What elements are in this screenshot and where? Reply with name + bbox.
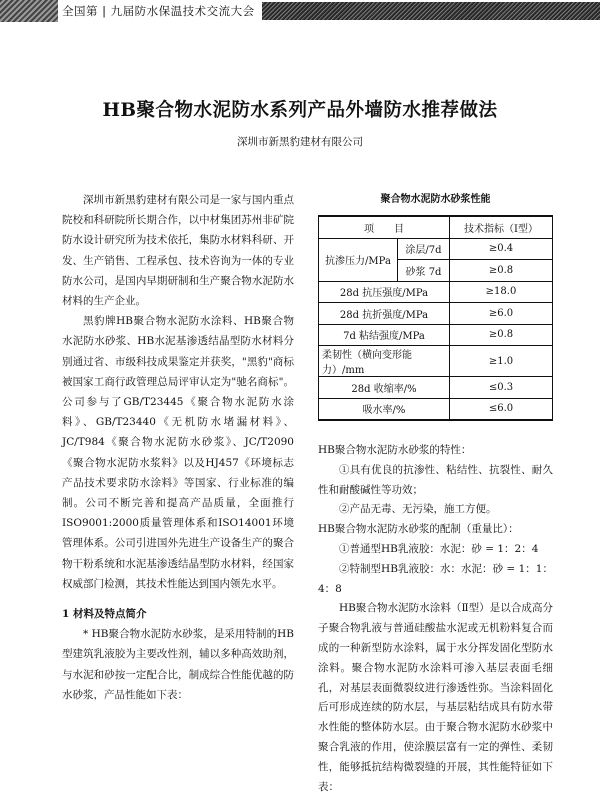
table-value: ≥0.8 bbox=[450, 260, 553, 282]
table-value: ≥6.0 bbox=[450, 303, 553, 325]
mix-ratio-item: ①普通型HB乳液胶：水泥：砂 = 1：2：4 bbox=[339, 542, 539, 555]
table-row bbox=[319, 303, 553, 325]
characteristics-heading: HB聚合物水泥防水砂浆的特性： bbox=[318, 444, 472, 456]
table-header-item: 项 目 bbox=[319, 216, 450, 238]
table-item: 7d 粘结强度/MPa bbox=[319, 324, 450, 346]
table-value: ≤0.3 bbox=[450, 377, 553, 399]
table-row bbox=[319, 238, 553, 260]
table-value: ≥18.0 bbox=[450, 281, 553, 303]
characteristic-item: ②产品无毒、无污染，施工方便。 bbox=[339, 503, 497, 516]
table-item: 28d 抗折强度/MPa bbox=[319, 303, 450, 325]
header-left-texture bbox=[0, 0, 58, 22]
table-value: ≥1.0 bbox=[450, 346, 553, 377]
table-item: 28d 抗压强度/MPa bbox=[319, 281, 450, 303]
coating-paragraph: HB聚合物水泥防水涂料（Ⅱ型）是以合成高分子聚合物乳液与普通硅酸盐水泥或无机粉料复合而成的一种新型防水涂料，属于水分挥发固化型防水涂料。聚合物水泥防水涂料可渗入基层表面毛细孔，对基层表面微裂纹进行渗透性弥。当涂料固化后可形成连续的防水层，与基层粘结成具有防水带水性能的整体防水层。由于聚合物水泥防水砂浆中聚合乳液的作用，使涂膜层富有一定的弹性、柔韧性，能够抵抗结构微裂缝的开展，其性能特征如下表： bbox=[318, 602, 553, 793]
article-author: 深圳市新黑豹建材有限公司 bbox=[237, 136, 363, 148]
table-title: 聚合物水泥防水砂浆性能 bbox=[380, 194, 491, 205]
table-sub-item: 砂浆 7d bbox=[398, 260, 450, 282]
table-value: ≥0.8 bbox=[450, 324, 553, 346]
left-column bbox=[62, 190, 294, 705]
table-header-spec: 技术指标（Ⅰ型） bbox=[450, 216, 553, 238]
table-row bbox=[319, 281, 553, 303]
header-right-texture bbox=[262, 2, 600, 20]
table-row bbox=[319, 377, 553, 399]
table-value: ≥0.4 bbox=[450, 238, 553, 260]
characteristic-item: ①具有优良的抗渗性、粘结性、抗裂性、耐久性和耐酸碱性等功效； bbox=[318, 463, 553, 496]
table-row bbox=[319, 346, 553, 377]
right-text-block bbox=[318, 441, 553, 797]
table-sub-item: 涂层/7d bbox=[398, 238, 450, 260]
table-item: 柔韧性（横向变形能力）/mm bbox=[319, 346, 450, 377]
properties-table bbox=[318, 215, 553, 421]
right-column bbox=[318, 190, 553, 797]
intro-paragraph: 深圳市新黑豹建材有限公司是一家与国内重点院校和科研院所长期合作，以中材集团苏州非矿院防水设计研究所为技术依托，集防水材料科研、开发、生产销售、工程承包、技术咨询为一体的专业防水公司，是国内早期研制和生产聚合物水泥防水材料的生产企业。 bbox=[62, 194, 294, 308]
table-value: ≤6.0 bbox=[450, 398, 553, 420]
table-item: 28d 收缩率/% bbox=[319, 377, 450, 399]
page-header bbox=[0, 0, 600, 22]
table-item: 吸水率/% bbox=[319, 398, 450, 420]
table-group-label: 抗渗压力/MPa bbox=[319, 238, 398, 281]
header-text: 全国第 | 九届防水保温技术交流大会 bbox=[62, 4, 255, 18]
mix-ratio-heading: HB聚合物水泥防水砂浆的配制（重量比）： bbox=[318, 523, 519, 536]
table-row bbox=[319, 324, 553, 346]
article-title: HB聚合物水泥防水系列产品外墙防水推荐做法 bbox=[102, 100, 498, 121]
product-paragraph: 黑豹牌HB聚合物水泥防水涂料、HB聚合物水泥防水砂浆、HB水泥基渗透结晶型防水材料分别通过省、市级科技成果鉴定并获奖，"黑豹"商标被国家工商行政管理总局评审认定为"驰名商标"。公司参与了GB/T23445《聚合物水泥防水涂料》、GB/T23440《无机防水堵漏材料》、JC/T984《聚合物水泥防水砂浆》、JC/T2090《聚合物水泥防水浆料》以及HJ457《环境标志产品技术要求防水涂料》等国家、行业标准的编制。公司不断完善和提高产品质量，全面推行ISO9001:2000质量管理体系和ISO14001环境管理体系。公司引进国外先进生产设备生产的聚合物干粉系统和水泥基渗透结晶型防水材料，经国家权威部门检测，其技术性能达到国内领先水平。 bbox=[62, 315, 294, 590]
section-heading: 1 材料及特点简介 bbox=[62, 608, 147, 621]
section1-paragraph: * HB聚合物水泥防水砂浆，是采用特制的HB型建筑乳液胶为主要改性剂，辅以多种高效助剂，与水泥和砂按一定配合比，制成综合性能优越的防水砂浆，产品性能如下表： bbox=[62, 628, 294, 701]
table-header-row bbox=[319, 216, 553, 238]
table-row bbox=[319, 398, 553, 420]
mix-ratio-item: ②特制型HB乳液胶：水：水泥：砂 = 1：1：4：8 bbox=[318, 562, 553, 595]
